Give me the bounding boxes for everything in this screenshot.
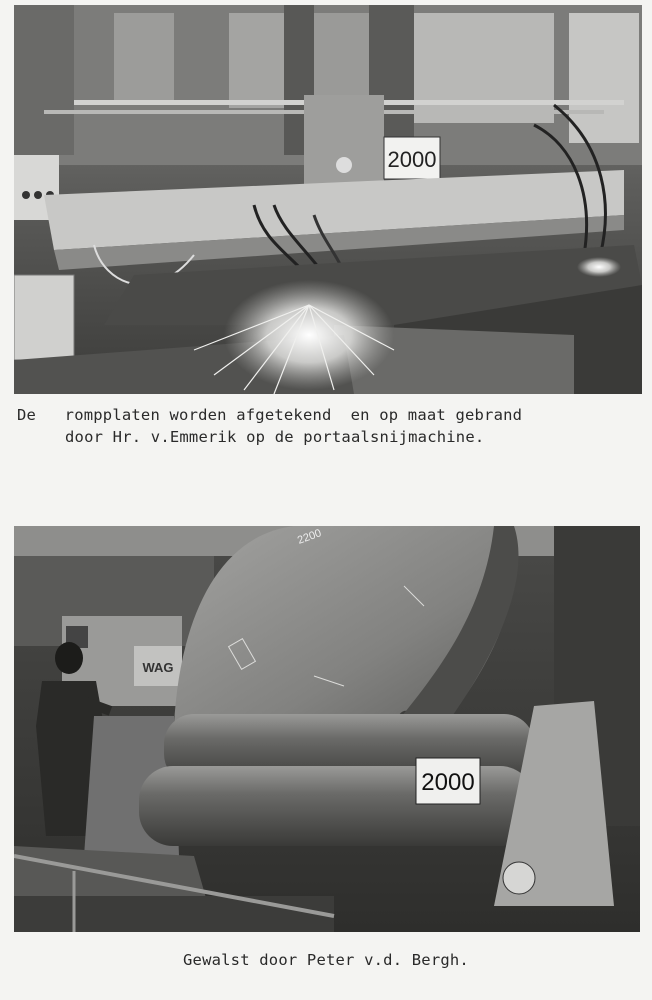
photo-plate-rolling-machine [14,526,640,932]
bottom-sign-text: 2000 [421,769,475,796]
machine-label: WAG [142,660,174,675]
caption-top-line-2: door Hr. v.Emmerik op de portaalsnijmachine. [65,428,485,446]
photo-bottom-image [14,526,640,932]
photo-top-image [14,5,642,394]
caption-top-line-1: De rompplaten worden afgetekend en op maat gebrand [17,406,523,424]
photo-portal-cutting-machine [14,5,642,394]
caption-bottom: Gewalst door Peter v.d. Bergh. [183,951,469,969]
top-sign-text: 2000 [387,147,437,172]
plate-marking: 2200 [295,527,324,547]
